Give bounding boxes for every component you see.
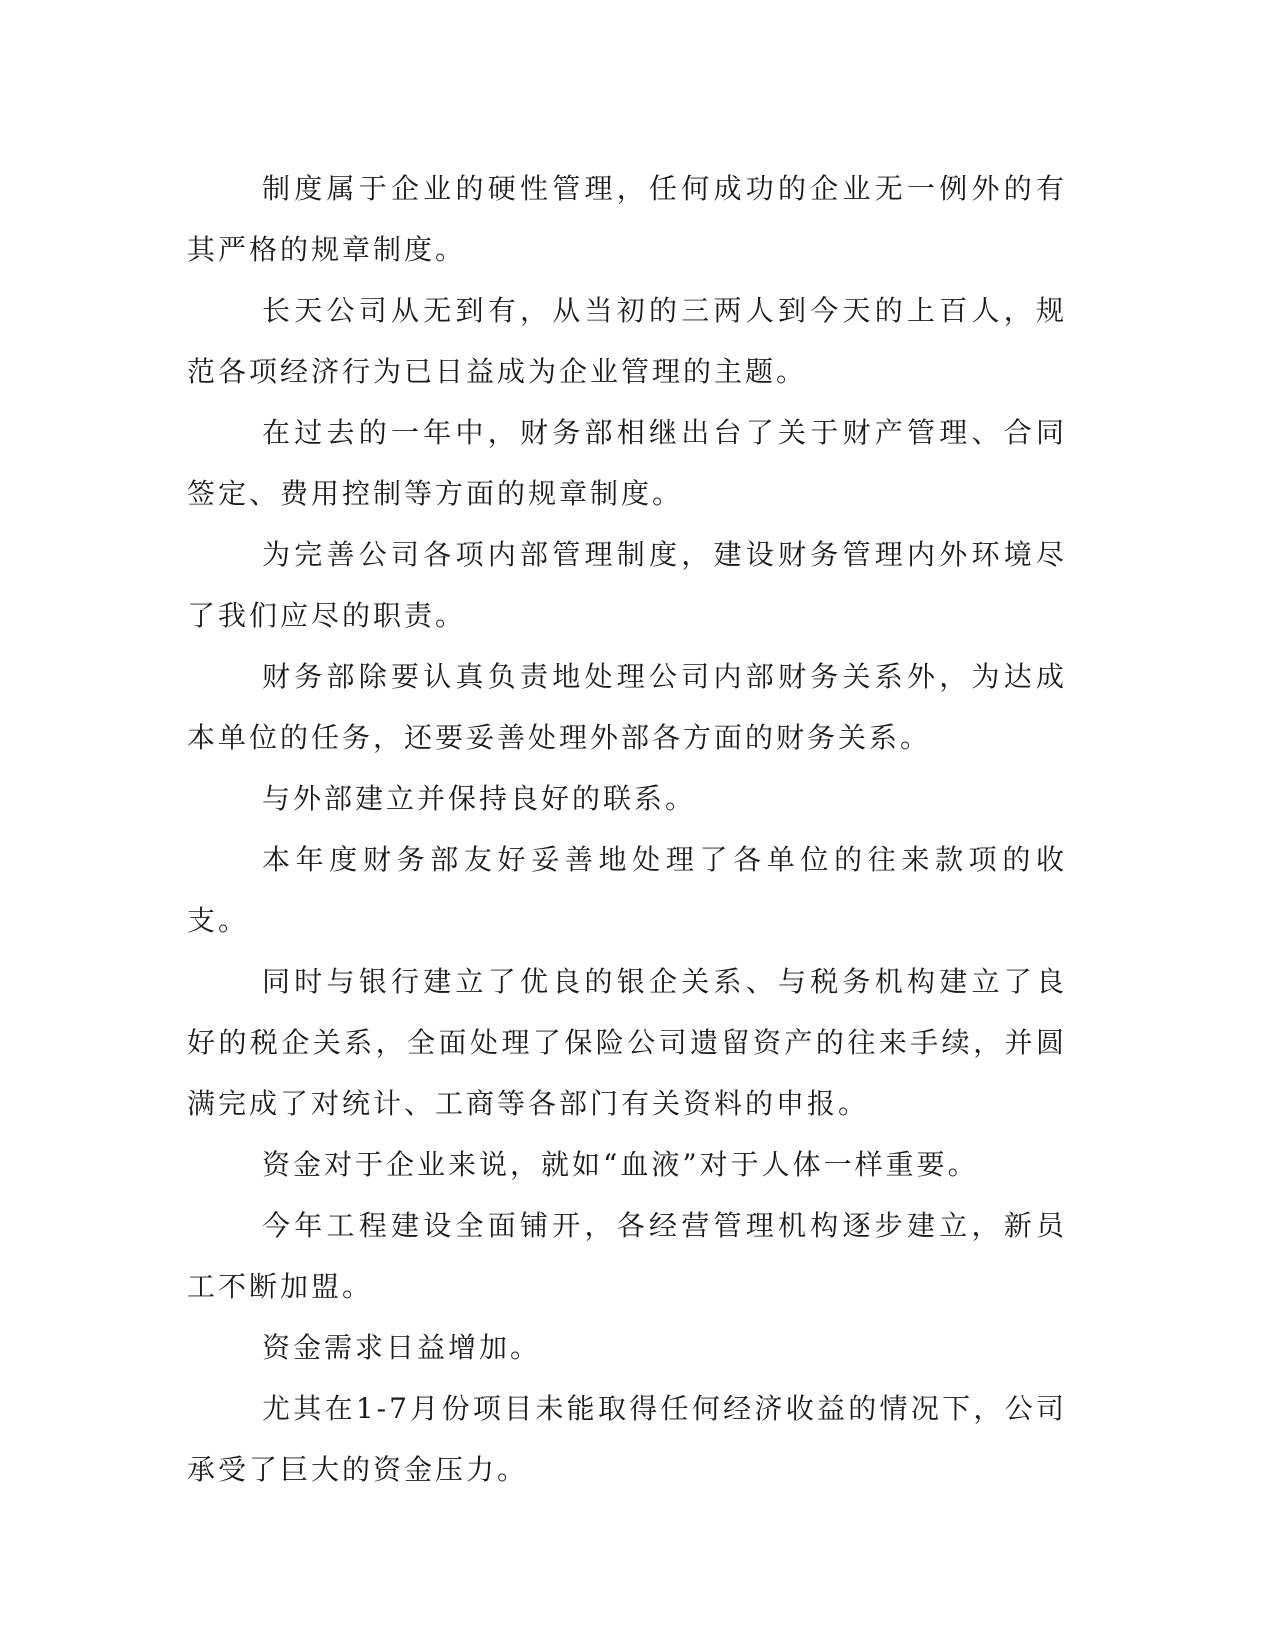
paragraph: 财务部除要认真负责地处理公司内部财务关系外，为达成本单位的任务，还要妥善处理外部各方面的财务关系。 (187, 660, 1067, 754)
paragraph: 制度属于企业的硬性管理，任何成功的企业无一例外的有其严格的规章制度。 (187, 172, 1067, 266)
paragraph: 今年工程建设全面铺开，各经营管理机构逐步建立，新员工不断加盟。 (187, 1209, 1067, 1303)
paragraph: 为完善公司各项内部管理制度，建设财务管理内外环境尽了我们应尽的职责。 (187, 538, 1067, 632)
paragraph: 在过去的一年中，财务部相继出台了关于财产管理、合同签定、费用控制等方面的规章制度。 (187, 416, 1067, 510)
paragraph: 资金对于企业来说，就如“血液”对于人体一样重要。 (262, 1148, 979, 1181)
document-body (187, 158, 1067, 1500)
paragraph: 尤其在1-7月份项目未能取得任何经济收益的情况下，公司承受了巨大的资金压力。 (187, 1392, 1067, 1486)
paragraph: 与外部建立并保持良好的联系。 (262, 782, 697, 815)
paragraph: 本年度财务部友好妥善地处理了各单位的往来款项的收支。 (187, 843, 1067, 937)
paragraph: 资金需求日益增加。 (262, 1331, 542, 1364)
paragraph: 同时与银行建立了优良的银企关系、与税务机构建立了良好的税企关系，全面处理了保险公司遗留资产的往来手续，并圆满完成了对统计、工商等各部门有关资料的申报。 (187, 965, 1067, 1120)
paragraph: 长天公司从无到有，从当初的三两人到今天的上百人，规范各项经济行为已日益成为企业管理的主题。 (187, 294, 1067, 388)
